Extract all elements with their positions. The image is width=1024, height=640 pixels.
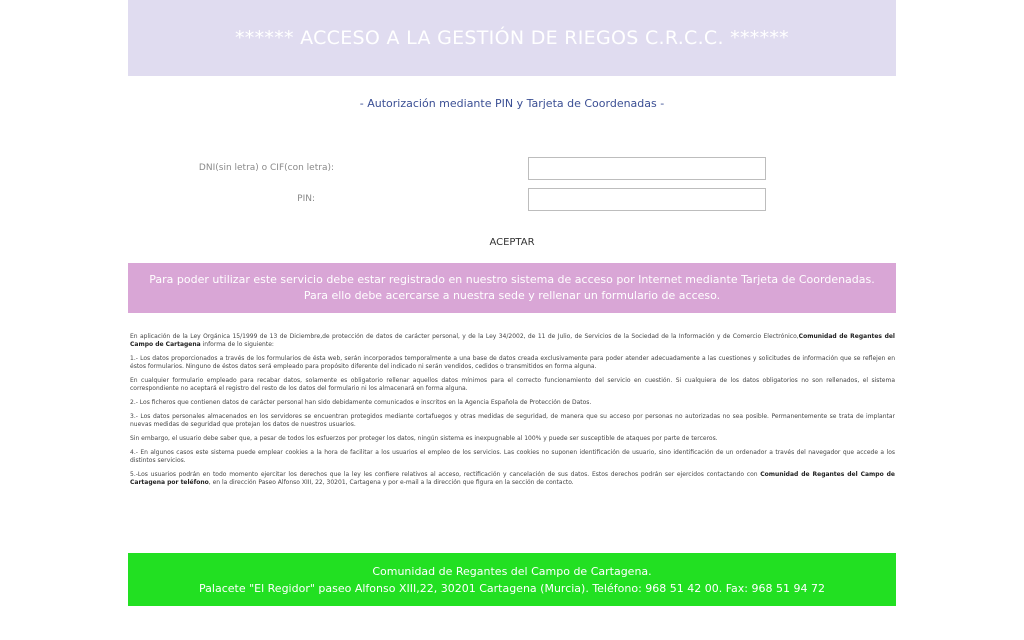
- legal-text: [130, 333, 895, 493]
- pin-label: PIN:: [297, 194, 315, 204]
- legal-point-4: 4.- En algunos casos este sistema puede emplear cookies a la hora de facilitar a los usuarios el empleo de los servicios. Las cookies no suponen identificación de usuario, sino identificación de un ordenador a través del navegador que accede a los distintos servicios.: [130, 449, 895, 464]
- notice-line-1: Para poder utilizar este servicio debe estar registrado en nuestro sistema de acceso por Internet mediante Tarjeta de Coordenadas.: [149, 273, 875, 286]
- notice-line-2: Para ello debe acercarse a nuestra sede y rellenar un formulario de acceso.: [303, 289, 721, 302]
- dni-input[interactable]: [528, 157, 766, 180]
- legal-intro-tail: informa de lo siguiente:: [200, 341, 274, 348]
- legal-point-1b: En cualquier formulario empleado para recabar datos, solamente es obligatorio rellenar aquellos datos mínimos para el correcto funcionamiento del servicio en cuestión. Si cualquiera de los datos obligatorios no son rellenados, el sistema correspondiente no aceptará el registro del resto de los datos del formulario ni los almacenará en forma alguna.: [130, 377, 895, 392]
- legal-intro-org: Comunidad de Regantes del Campo de Cartagena: [130, 333, 895, 348]
- legal-point-3b: Sin embargo, el usuario debe saber que, a pesar de todos los esfuerzos por proteger los datos, ningún sistema es inexpugnable al 100% y puede ser susceptible de ataques por parte de terceros.: [130, 435, 718, 442]
- pin-input[interactable]: [528, 188, 766, 211]
- legal-point-2: 2.- Los ficheros que contienen datos de carácter personal han sido debidamente comunicados e inscritos en la Agencia Española de Protección de Datos.: [130, 399, 592, 406]
- footer-address: Palacete "El Regidor" paseo Alfonso XIII,22, 30201 Cartagena (Murcia). Teléfono: 968 51 42 00. Fax: 968 51 94 72: [199, 581, 825, 595]
- legal-intro-text: En aplicación de la Ley Orgánica 15/1999 de 13 de Diciembre,de protección de datos de carácter personal, y de la Ley 34/2002, de 11 de Julio, de Servicios de la Sociedad de la Información y de Comercio Electrónico,: [130, 333, 799, 340]
- footer-org: Comunidad de Regantes del Campo de Cartagena.: [372, 564, 652, 578]
- legal-point-5-tail: , en la dirección Paseo Alfonso XIII, 22, 30201, Cartagena y por e-mail a la dirección que figura en la sección de contacto.: [208, 479, 574, 486]
- accept-button[interactable]: ACEPTAR: [462, 234, 562, 250]
- dni-label: DNI(sin letra) o CIF(con letra):: [198, 163, 334, 173]
- legal-point-5-org: Comunidad de Regantes del Campo de Cartagena por teléfono: [130, 471, 895, 486]
- legal-intro: [130, 333, 895, 349]
- page-header: [128, 0, 896, 76]
- legal-point-5-text: 5.-Los usuarios podrán en todo momento ejercitar los derechos que la ley les confiere relativos al acceso, rectificación y cancelación de sus datos. Estos derechos podrán ser ejercidos contactando con: [130, 471, 761, 478]
- registration-notice: [128, 263, 896, 313]
- legal-point-1: 1.- Los datos proporcionados a través de los formularios de ésta web, serán incorporados temporalmente a una base de datos creada exclusivamente para poder atender adecuadamente a las cuestiones y solicitudes de información que se reflejen en éstos formularios. Ninguno de éstos datos será empleado para propósito diferente del indicado ni serán vendidos, cedidos o transmitidos en forma alguna.: [130, 355, 895, 370]
- legal-point-5: [130, 471, 895, 487]
- page-container: [128, 0, 896, 640]
- auth-subtitle: - Autorización mediante PIN y Tarjeta de Coordenadas -: [359, 97, 665, 110]
- page-footer: [128, 553, 896, 606]
- legal-point-3: 3.- Los datos personales almacenados en los servidores se encuentran protegidos mediante cortafuegos y otras medidas de seguridad, de manera que su acceso por personas no autorizadas no sea posible. Permanentemente se trata de implantar nuevas medidas de seguridad que protejan los datos de nuestros usuarios.: [130, 413, 895, 428]
- page-title: ****** ACCESO A LA GESTIÓN DE RIEGOS C.R.C.C. ******: [235, 27, 789, 49]
